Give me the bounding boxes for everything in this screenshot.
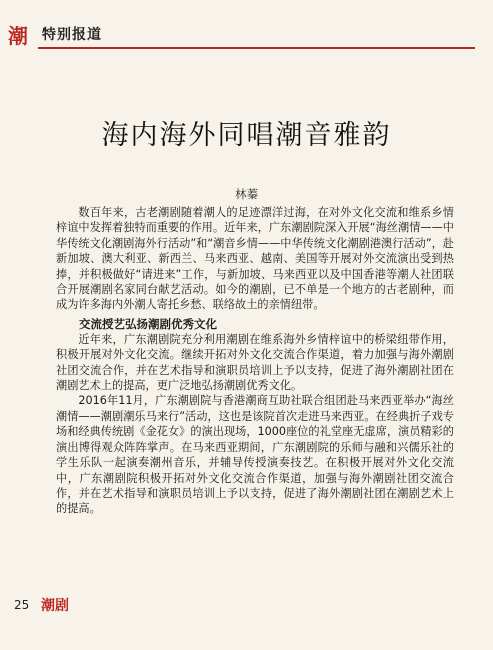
body-paragraph: 2016年11月，广东潮剧院与香港潮商互助社联合组团赴马来西亚举办“海丝潮情——潮剧潮乐马来行”活动，这也是该院首次走进马来西亚。在经典折子戏专场和经典传统剧《金花女》的演出现场，1000座位的礼堂座无虚席，演员精彩的演出博得观众阵阵掌声。在马来西亚期间，广东潮剧院的乐师与融和兴儒乐社的学生乐队一起演奏潮州音乐，并辅导传授演奏技艺。在积极开展对外文化交流中，广东潮剧院积极开拓对外文化交流合作渠道，加强与海外潮剧社团交流合作，并在艺术指导和演职员培训上予以支持，促进了海外潮剧社团在潮剧艺术上的提高。	[56, 394, 454, 516]
intro-paragraph: 数百年来，古老潮剧随着潮人的足迹漂洋过海，在对外文化交流和维系乡情梓谊中发挥着独特而重要的作用。近年来，广东潮剧院深入开展“海丝潮情——中华传统文化潮剧海外行活动”和“潮音乡情——中华传统文化潮剧港澳行活动”，赴新加坡、澳大利亚、新西兰、马来西亚、越南、美国等开展对外交流演出受到热捧，并积极做好“请进来”工作，与新加坡、马来西亚以及中国香港等潮人社团联合开展潮剧名家同台献艺活动。如今的潮剧，已不单是一个地方的古老剧种，而成为许多海内外潮人寄托乡愁、联络故土的亲情纽带。	[56, 206, 454, 312]
article-title: 海内海外同唱潮音雅韵	[101, 120, 392, 151]
magazine-logo-icon: 潮	[8, 24, 28, 48]
body-paragraph: 近年来，广东潮剧院充分利用潮剧在维系海外乡情梓谊中的桥梁纽带作用，积极开展对外文化交流。继续开拓对外文化交流合作渠道，着力加强与海外潮剧社团交流合作，并在艺术指导和演职员培训上予以支持，促进了海外潮剧社团在潮剧艺术上的提高，更广泛地弘扬潮剧优秀文化。	[56, 332, 454, 393]
author-name: 林蓁	[235, 187, 258, 201]
page-number: 25	[14, 598, 30, 612]
header-divider	[38, 47, 475, 49]
article-body	[56, 205, 454, 517]
section-title: 特别报道	[42, 27, 102, 43]
footer-logo-icon: 潮剧	[41, 598, 69, 614]
section-heading: 交流授艺弘扬潮剧优秀文化	[79, 316, 217, 331]
